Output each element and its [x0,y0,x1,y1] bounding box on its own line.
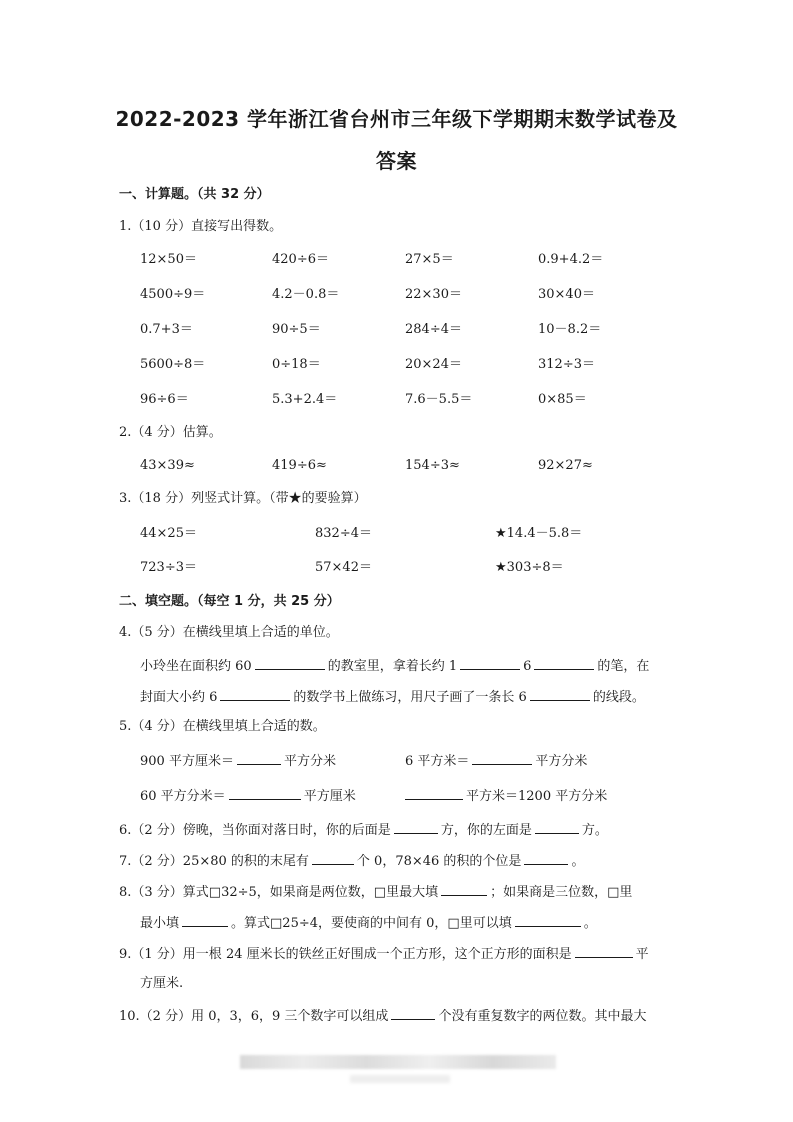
q1-item: 22×30＝ [405,287,462,302]
answer-blank[interactable] [255,656,325,670]
q3-row [140,525,700,543]
q3-item: ★303÷8＝ [495,560,564,575]
answer-blank[interactable] [237,751,281,765]
q4-text: 6 [523,659,532,674]
q9-text: 9.（1 分）用一根 24 厘米长的铁丝正好围成一个正方形，这个正方形的面积是 [119,947,572,962]
q10-text: 个没有重复数字的两位数。其中最大 [438,1009,647,1024]
q9-text: 平 [635,947,649,962]
q8-text: 8.（3 分）算式□32÷5，如果商是两位数，□里最大填 [119,885,439,900]
q1-item: 20×24＝ [405,357,462,372]
q1-item: 27×5＝ [405,252,454,267]
q6-text: 方。 [581,823,608,838]
answer-blank[interactable] [405,786,463,800]
answer-blank[interactable] [515,913,581,927]
q4-text: 的教室里，拿着长约 1 [327,659,458,674]
q5-row [140,751,700,769]
q5-text: 平方厘米 [303,789,356,804]
q3-row [140,559,700,577]
exam-title-line2: 答案 [376,149,417,173]
q1-row [140,251,700,269]
answer-blank[interactable] [394,820,438,834]
q4-text: 封面大小约 6 [140,690,218,705]
q1-item: 5.3+2.4＝ [272,392,338,407]
q1-item: 0÷18＝ [272,357,321,372]
q1-row [140,321,700,339]
q3-item: 832÷4＝ [315,526,372,541]
q2-item: 419÷6≈ [272,458,327,473]
q8-text: 。算式□25÷4，要使商的中间有 0，□里可以填 [231,916,512,931]
q1-row [140,391,700,409]
q1-item: 420÷6＝ [272,252,329,267]
question-6 [119,820,608,840]
q1-item: 5600÷8＝ [140,357,206,372]
q1-item: 284÷4＝ [405,322,462,337]
q3-item: 44×25＝ [140,526,197,541]
q4-text: 的笔，在 [597,659,650,674]
q2-item: 92×27≈ [538,458,593,473]
q1-item: 90÷5＝ [272,322,321,337]
q2-row [140,457,700,475]
q8-text: 最小填 [140,916,180,931]
q1-item: 4.2－0.8＝ [272,287,340,302]
q1-item: 96÷6＝ [140,392,189,407]
q3-item: 57×42＝ [315,560,372,575]
q5-text: 平方分米 [283,754,336,769]
question-4-prompt: 4.（5 分）在横线里填上合适的单位。 [119,625,339,640]
q5-item [405,786,607,806]
question-9-line-1 [119,944,649,964]
q1-item: 0.9+4.2＝ [538,252,604,267]
answer-blank[interactable] [575,944,633,958]
q8-text: 。 [583,916,597,931]
q1-row [140,286,700,304]
question-10 [119,1006,646,1026]
blurred-footer-watermark [350,1075,450,1083]
q7-text: 。 [571,854,585,869]
question-4-line-1 [140,656,649,676]
question-2-prompt: 2.（4 分）估算。 [119,425,222,440]
exam-title-line1: 2022-2023 学年浙江省台州市三年级下学期期末数学试卷及 [115,107,678,131]
q5-item [140,751,336,771]
question-4-line-2 [140,687,645,707]
answer-blank[interactable] [460,656,520,670]
q1-item: 7.6－5.5＝ [405,392,473,407]
q5-text: 6 平方米＝ [405,754,470,769]
q4-text: 的数学书上做练习，用尺子画了一条长 6 [293,690,527,705]
q4-text: 的线段。 [592,690,645,705]
q7-text: 7.（2 分）25×80 的积的末尾有 [119,854,309,869]
question-1-prompt: 1.（10 分）直接写出得数。 [119,219,283,234]
answer-blank[interactable] [229,786,301,800]
q5-item [140,786,356,806]
blurred-footer-watermark [240,1055,556,1069]
answer-blank[interactable] [534,656,594,670]
answer-blank[interactable] [535,820,579,834]
q1-row [140,356,700,374]
q5-text: 60 平方分米＝ [140,789,226,804]
question-9-line-2: 方厘米. [140,976,184,991]
q5-item [405,751,587,771]
q1-item: 0×85＝ [538,392,587,407]
q2-item: 43×39≈ [140,458,195,473]
question-3-prompt: 3.（18 分）列竖式计算。（带★的要验算） [119,491,367,506]
q10-text: 10.（2 分）用 0，3，6，9 三个数字可以组成 [119,1009,389,1024]
q1-item: 30×40＝ [538,287,595,302]
q5-text: 平方米＝1200 平方分米 [466,789,608,804]
q6-text: 6.（2 分）傍晚，当你面对落日时，你的后面是 [119,823,391,838]
section-calculation-heading: 一、计算题。（共 32 分） [119,187,270,202]
q7-text: 个 0，78×46 的积的个位是 [356,854,522,869]
q2-item: 154÷3≈ [405,458,460,473]
question-8-line-2 [140,913,597,933]
q1-item: 312÷3＝ [538,357,595,372]
q1-item: 10－8.2＝ [538,322,602,337]
q5-row [140,786,700,804]
q8-text: ；如果商是三位数，□里 [490,885,633,900]
q5-text: 900 平方厘米＝ [140,754,234,769]
question-5-prompt: 5.（4 分）在横线里填上合适的数。 [119,719,326,734]
answer-blank[interactable] [530,687,590,701]
q5-text: 平方分米 [535,754,588,769]
question-8-line-1 [119,882,632,902]
answer-blank[interactable] [472,751,532,765]
q1-item: 12×50＝ [140,252,197,267]
section-fill-blank-heading: 二、填空题。（每空 1 分，共 25 分） [119,594,340,609]
answer-blank[interactable] [220,687,290,701]
answer-blank[interactable] [391,1006,435,1020]
q4-text: 小玲坐在面积约 60 [140,659,252,674]
answer-blank[interactable] [312,851,354,865]
q3-item: 723÷3＝ [140,560,197,575]
answer-blank[interactable] [524,851,568,865]
answer-blank[interactable] [441,882,487,896]
q6-text: 方，你的左面是 [440,823,532,838]
question-7 [119,851,584,871]
q3-item: ★14.4－5.8＝ [495,526,583,541]
q1-item: 0.7+3＝ [140,322,193,337]
q1-item: 4500÷9＝ [140,287,206,302]
answer-blank[interactable] [182,913,228,927]
